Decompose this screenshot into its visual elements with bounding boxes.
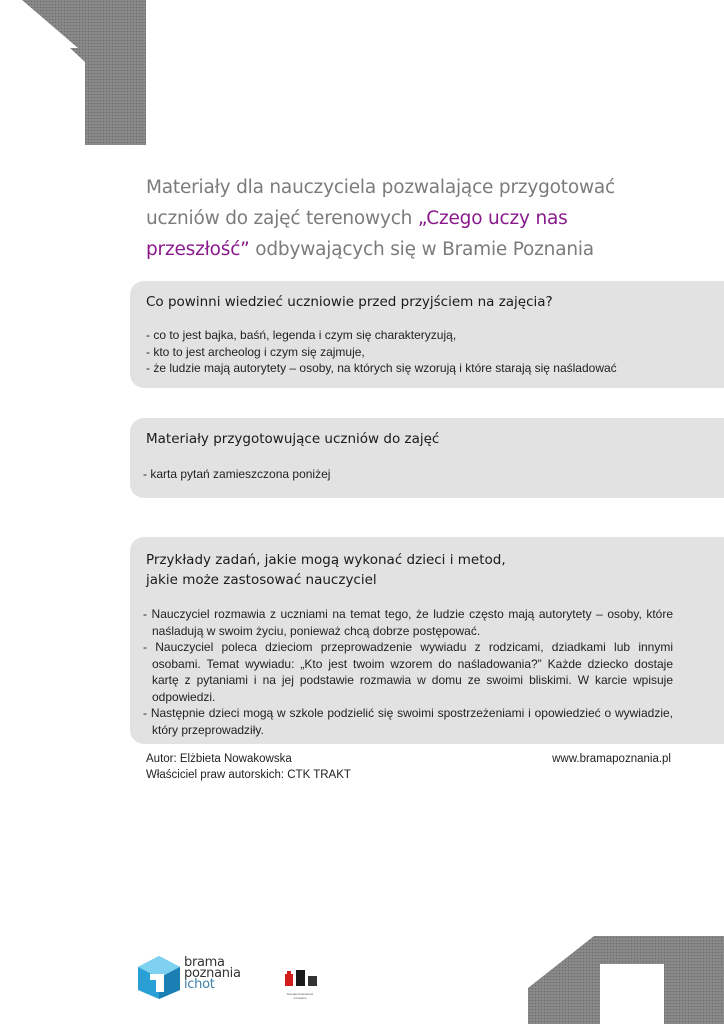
page-title — [146, 172, 666, 265]
footer-rights: Właściciel praw autorskich: CTK TRAKT — [146, 769, 351, 781]
section-materials-heading: Materiały przygotowujące uczniów do zajęć — [146, 431, 440, 447]
footer-author: Autor: Elżbieta Nowakowska — [146, 753, 292, 765]
title-line-3-text: odbywających się w Bramie Poznania — [249, 239, 594, 260]
list-item: - że ludzie mają autorytety – osoby, na których się wzorują i które starają się naśladować — [146, 361, 617, 375]
title-line-3 — [146, 234, 666, 265]
title-line-2-text: uczniów do zajęć terenowych — [146, 208, 418, 229]
list-item: - karta pytań zamieszczona poniżej — [143, 467, 331, 481]
section-materials-box — [130, 418, 724, 498]
section-examples-list — [139, 606, 673, 738]
list-item: - Następnie dzieci mogą w szkole podzielić się swoimi spostrzeżeniami i opowiedzieć o wywiadzie, który przeprowadziły. — [143, 706, 673, 737]
partner-logo-icon — [283, 968, 319, 988]
logo-line-3: ichot — [184, 977, 215, 992]
top-left-decor-shape — [0, 0, 146, 152]
footer-credits — [146, 751, 351, 783]
brama-poznania-logo-icon — [136, 954, 182, 1000]
title-highlight-1: „Czego uczy nas — [417, 208, 568, 229]
title-line-2 — [146, 203, 666, 234]
partner-logo-line-1: bramapoznaniaoraz — [286, 992, 314, 996]
section-examples-box — [130, 537, 724, 744]
footer-website-link[interactable]: www.bramapoznania.pl — [552, 753, 671, 765]
section-examples-heading-line-1: Przykłady zadań, jakie mogą wykonać dzieci i metod, — [146, 552, 506, 568]
partner-logo-line-2: w książce — [293, 995, 307, 1000]
section-knowledge-box — [130, 281, 724, 388]
section-knowledge-list — [146, 327, 716, 377]
brama-poznania-logo-text — [184, 957, 241, 990]
section-knowledge-heading: Co powinni wiedzieć uczniowie przed przyjściem na zajęcia? — [146, 294, 553, 310]
list-item: - Nauczyciel rozmawia z uczniami na temat tego, że ludzie często mają autorytety – osoby, które naśladują w swoim życiu, ponieważ chcą dobrze postępować. — [143, 607, 673, 638]
list-item: - Nauczyciel poleca dzieciom przeprowadzenie wywiadu z rodzicami, dziadkami lub innymi osobami. Temat wywiadu: „Kto jest twoim wzorem do naśladowania?” Każde dziecko dostaje kartę z pytaniami i na jej podstawie rozmawia w domu ze swoimi bliskimi. W karcie wpisuje odpowiedzi. — [143, 640, 673, 704]
bottom-right-decor-shape — [528, 936, 724, 1024]
section-materials-list — [143, 466, 713, 483]
section-examples-heading — [146, 550, 506, 590]
section-examples-heading-line-2: jakie może zastosować nauczyciel — [146, 572, 377, 588]
logo-line-1: brama — [184, 955, 225, 970]
list-item: - co to jest bajka, baśń, legenda i czym się charakteryzują, — [146, 328, 457, 342]
logo-line-2: poznania — [184, 966, 241, 981]
title-highlight-2: przeszłość” — [146, 239, 250, 260]
partner-logo-text — [274, 993, 326, 1000]
title-line-1: Materiały dla nauczyciela pozwalające przygotować — [146, 177, 615, 198]
list-item: - kto to jest archeolog i czym się zajmuje, — [146, 344, 365, 359]
